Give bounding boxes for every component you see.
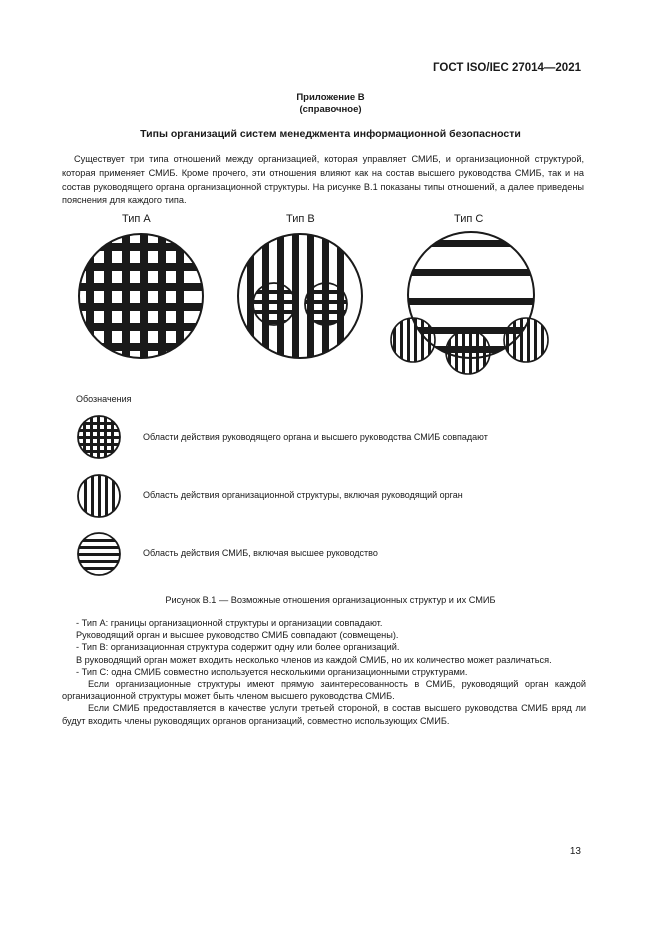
vertical-lines-circle-icon — [74, 472, 124, 520]
type-c-diagram — [387, 228, 557, 383]
intro-paragraph-text: Существует три типа отношений между организацией, которая управляет СМИБ, и организационной структурой, которая применяет СМИБ. Кроме прочего, эти отношения влияют как на состав высшего руководства СМИБ, так и на состав руководящего органа организационной структуры. На рисунке В.1 показаны типы отношений, а далее приведены пояснения для каждого типа. — [62, 154, 584, 206]
note-line: - Тип А: границы организационной структуры и организации совпадают. — [76, 618, 383, 628]
type-a-label: Тип A — [122, 213, 151, 225]
note-line: - Тип С: одна СМИБ совместно используется несколькими организационными структурами. — [76, 666, 468, 677]
standard-id: ГОСТ ISO/IEC 27014—2021 — [433, 62, 581, 74]
paragraph-text: Если СМИБ предоставляется в качестве услуги третьей стороной, в состав высшего руководства СМИБ вряд ли будут входить члены руководящих органов организаций, совместно использующих СМИБ. — [62, 703, 586, 726]
legend-title: Обозначения — [76, 394, 132, 404]
horizontal-lines-circle-icon — [74, 530, 124, 578]
note-line: Руководящий орган и высшее руководство СМИБ совпадают (совмещены). — [76, 630, 399, 641]
figure-caption: Рисунок В.1 — Возможные отношения организационных структур и их СМИБ — [165, 595, 496, 605]
paragraph-text: Если организационные структуры имеют прямую заинтересованность в СМИБ, руководящий орган каждой организационной структуры может быть членом высшего руководства СМИБ. — [62, 679, 586, 702]
legend-text-crosshatch: Области действия руководящего органа и высшего руководства СМИБ совпадают — [143, 432, 488, 442]
crosshatch-circle-icon — [74, 414, 124, 460]
type-a-diagram — [78, 230, 204, 362]
notes-block — [62, 617, 586, 727]
intro-paragraph — [62, 153, 584, 208]
note-line: В руководящий орган может входить несколько членов из каждой СМИБ, но их количество может различаться. — [76, 654, 552, 665]
paragraph — [62, 678, 586, 702]
legend-text-vertical: Область действия организационной структуры, включая руководящий орган — [143, 490, 463, 500]
legend-text-horizontal: Область действия СМИБ, включая высшее руководство — [143, 548, 378, 558]
type-b-label: Тип B — [286, 213, 315, 225]
note-line: - Тип В: организационная структура содержит одну или более организаций. — [76, 642, 400, 653]
page-number: 13 — [569, 846, 581, 857]
annex-subtitle: (справочное) — [299, 104, 362, 115]
annex-title: Приложение В — [296, 92, 365, 103]
section-heading: Типы организаций систем менеджмента информационной безопасности — [140, 128, 521, 140]
type-c-label: Тип C — [454, 213, 484, 225]
type-b-diagram — [237, 230, 363, 362]
paragraph — [62, 702, 586, 726]
